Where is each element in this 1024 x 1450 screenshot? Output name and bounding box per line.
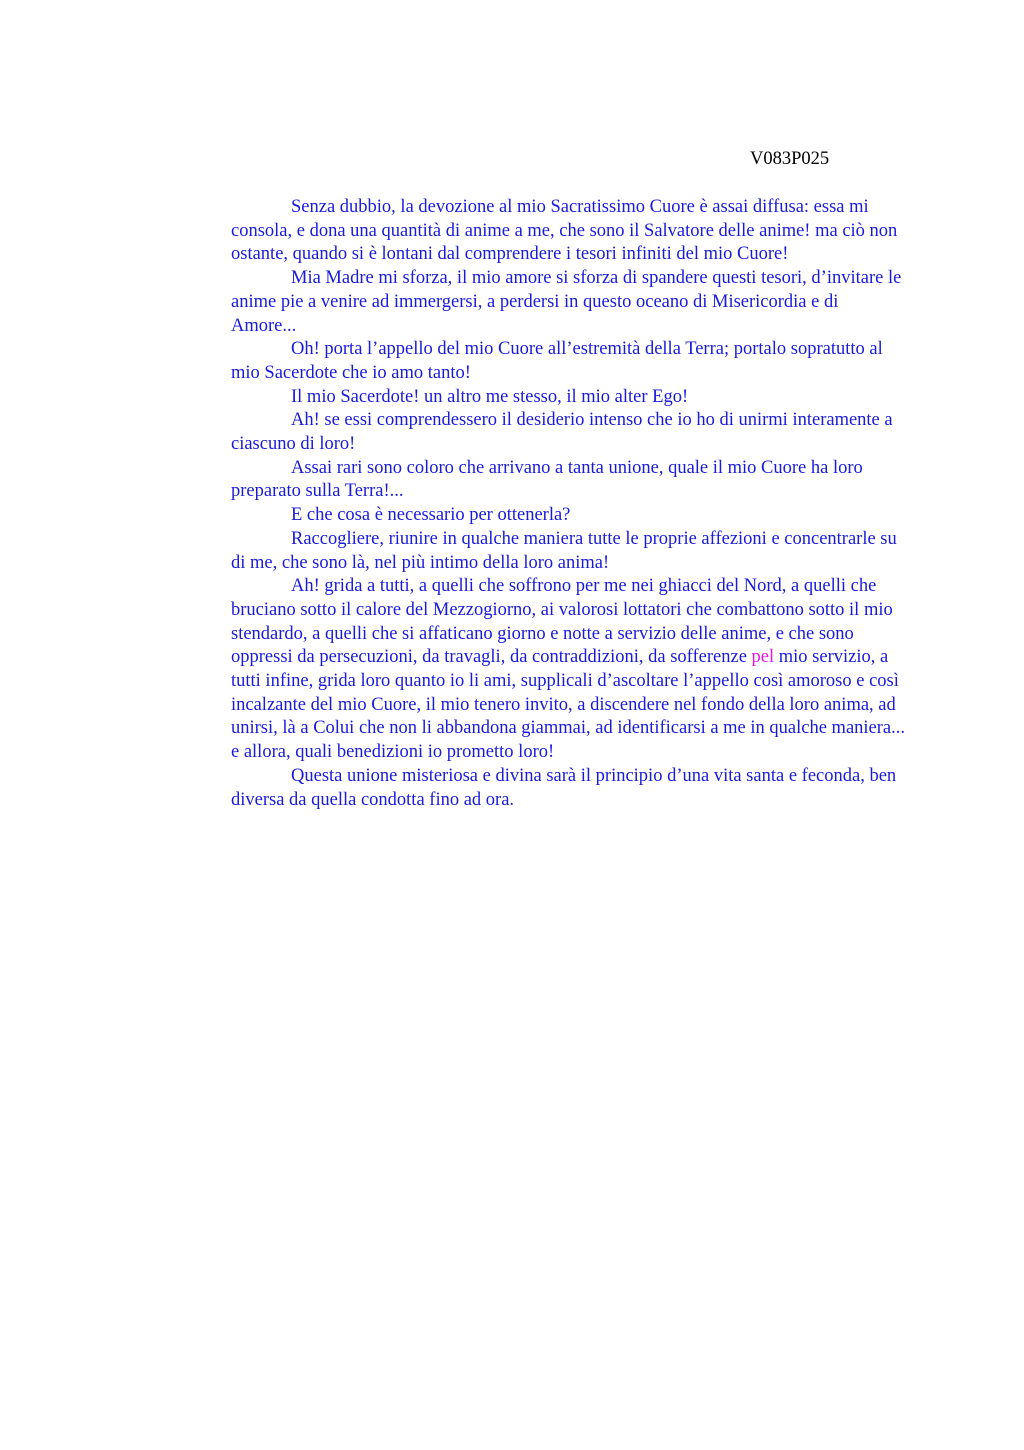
text-line: stendardo, a quelli che si affaticano giorno e notte a servizio delle anime, e che sono bbox=[231, 623, 854, 644]
text-line: consola, e dona una quantità di anime a me, che sono il Salvatore delle anime! ma ciò non bbox=[231, 220, 898, 241]
document-body bbox=[171, 196, 923, 812]
text-line: Senza dubbio, la devozione al mio Sacratissimo Cuore è assai diffusa: essa mi bbox=[291, 197, 869, 217]
text-line: preparato sulla Terra!... bbox=[231, 481, 404, 502]
text-line: Amore... bbox=[231, 315, 297, 336]
highlighted-word: pel bbox=[751, 647, 775, 668]
text-line: E che cosa è necessario per ottenerla? bbox=[291, 505, 571, 526]
text-line: e allora, quali benedizioni io prometto loro! bbox=[231, 742, 555, 763]
text-line: bruciano sotto il calore del Mezzogiorno, ai valorosi lottatori che combattono sotto il mio bbox=[231, 599, 893, 620]
text-line: Questa unione misteriosa e divina sarà il principio d’una vita santa e feconda, ben bbox=[291, 765, 897, 786]
paragraph-7 bbox=[171, 504, 923, 528]
text-line: ostante, quando si è lontani dal comprendere i tesori infiniti del mio Cuore! bbox=[231, 244, 789, 265]
text-line: diversa da quella condotta fino ad ora. bbox=[231, 789, 515, 810]
text-line: Assai rari sono coloro che arrivano a tanta unione, quale il mio Cuore ha loro bbox=[291, 457, 863, 478]
text-line: ciascuno di loro! bbox=[231, 434, 356, 455]
text-line: Raccogliere, riunire in qualche maniera tutte le proprie affezioni e concentrarle su bbox=[291, 528, 897, 549]
text-line-with-highlight bbox=[171, 646, 923, 670]
text-segment: oppressi da persecuzioni, da travagli, da contraddizioni, da sofferenze bbox=[231, 647, 752, 668]
page-code: V083P025 bbox=[750, 149, 830, 169]
text-line: di me, che sono là, nel più intimo della loro anima! bbox=[231, 552, 610, 573]
text-line: Mia Madre mi sforza, il mio amore si sforza di spandere questi tesori, d’invitare le bbox=[291, 268, 902, 289]
text-segment: mio servizio, a bbox=[774, 647, 889, 668]
text-line: anime pie a venire ad immergersi, a perdersi in questo oceano di Misericordia e di bbox=[231, 291, 839, 312]
text-line: mio Sacerdote che io amo tanto! bbox=[231, 362, 471, 383]
text-line: Oh! porta l’appello del mio Cuore all’estremità della Terra; portalo sopratutto al bbox=[291, 339, 883, 360]
paragraph-1 bbox=[171, 196, 923, 267]
text-line: unirsi, là a Colui che non li abbandona giammai, ad identificarsi a me in qualche maniera... bbox=[231, 718, 906, 739]
paragraph-6 bbox=[171, 457, 923, 504]
paragraph-9 bbox=[171, 575, 923, 765]
text-line: Ah! se essi comprendessero il desiderio intenso che io ho di unirmi interamente a bbox=[291, 410, 893, 431]
text-line: Ah! grida a tutti, a quelli che soffrono per me nei ghiacci del Nord, a quelli che bbox=[291, 576, 877, 597]
text-line: Il mio Sacerdote! un altro me stesso, il mio alter Ego! bbox=[291, 386, 689, 407]
paragraph-5 bbox=[171, 409, 923, 456]
paragraph-8 bbox=[171, 528, 923, 575]
paragraph-4 bbox=[171, 386, 923, 410]
paragraph-2 bbox=[171, 267, 923, 338]
paragraph-3 bbox=[171, 338, 923, 385]
text-line: tutti infine, grida loro quanto io li ami, supplicali d’ascoltare l’appello così amoroso e così bbox=[231, 671, 899, 692]
text-line: incalzante del mio Cuore, il mio tenero invito, a discendere nel fondo della loro anima, ad bbox=[231, 694, 896, 715]
paragraph-10 bbox=[171, 765, 923, 812]
